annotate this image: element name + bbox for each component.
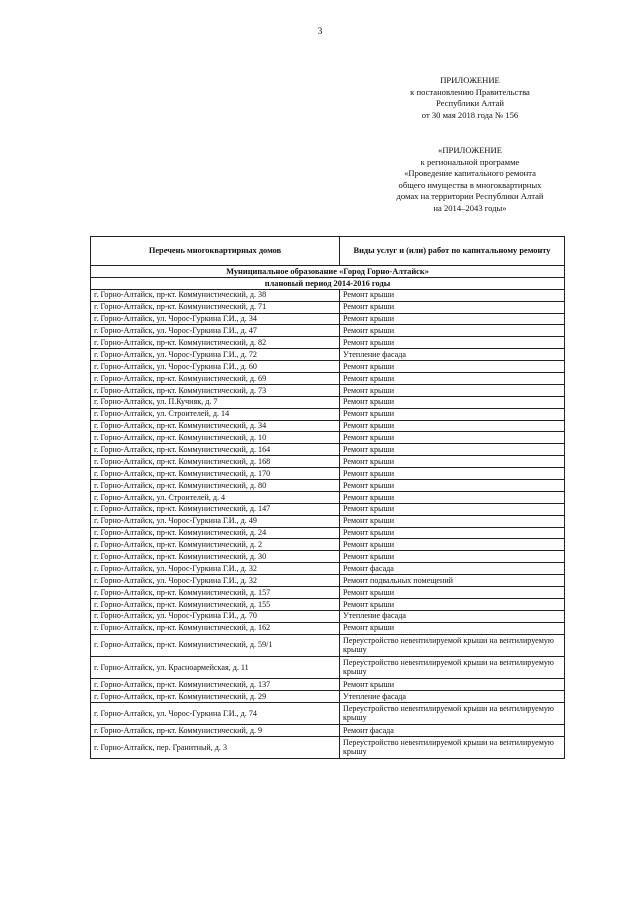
table-row bbox=[91, 587, 565, 599]
address-cell: г. Горно-Алтайск, ул. Чорос-Гуркина Г.И., д. 34 bbox=[91, 313, 340, 325]
address-cell: г. Горно-Алтайск, пер. Гранитный, д. 3 bbox=[91, 736, 340, 758]
table-row bbox=[91, 736, 565, 758]
annex-line: на 2014–2043 годы» bbox=[433, 202, 507, 213]
table-row bbox=[91, 349, 565, 361]
work-cell: Ремонт крыши bbox=[340, 622, 565, 634]
address-cell: г. Горно-Алтайск, пр-кт. Коммунистический, д. 80 bbox=[91, 480, 340, 492]
work-cell: Ремонт крыши bbox=[340, 384, 565, 396]
table-row bbox=[91, 325, 565, 337]
annex-line: домах на территории Республики Алтай bbox=[396, 191, 544, 202]
table-row bbox=[91, 313, 565, 325]
page-number: 3 bbox=[317, 27, 323, 37]
table-row bbox=[91, 480, 565, 492]
address-cell: г. Горно-Алтайск, пр-кт. Коммунистический, д. 73 bbox=[91, 384, 340, 396]
address-cell: г. Горно-Алтайск, ул. Чорос-Гуркина Г.И., д. 70 bbox=[91, 610, 340, 622]
table-row bbox=[91, 690, 565, 702]
work-cell: Ремонт крыши bbox=[340, 456, 565, 468]
table-row bbox=[91, 444, 565, 456]
table-row bbox=[91, 575, 565, 587]
work-cell: Ремонт крыши bbox=[340, 587, 565, 599]
work-cell: Ремонт крыши bbox=[340, 325, 565, 337]
address-cell: г. Горно-Алтайск, пр-кт. Коммунистический, д. 69 bbox=[91, 373, 340, 385]
table-row bbox=[91, 527, 565, 539]
work-cell: Переустройство невентилируемой крыши на вентилируемую крышу bbox=[340, 736, 565, 758]
work-cell: Утепление фасада bbox=[340, 690, 565, 702]
address-cell: г. Горно-Алтайск, пр-кт. Коммунистический, д. 157 bbox=[91, 587, 340, 599]
address-cell: г. Горно-Алтайск, ул. Чорос-Гуркина Г.И., д. 74 bbox=[91, 702, 340, 724]
address-cell: г. Горно-Алтайск, пр-кт. Коммунистический, д. 29 bbox=[91, 690, 340, 702]
housing-table bbox=[90, 236, 565, 759]
work-cell: Ремонт крыши bbox=[340, 491, 565, 503]
table-row bbox=[91, 408, 565, 420]
table-row bbox=[91, 678, 565, 690]
period-title: плановый период 2014-2016 годы bbox=[91, 277, 565, 289]
work-cell: Утепление фасада bbox=[340, 610, 565, 622]
table-row bbox=[91, 622, 565, 634]
address-cell: г. Горно-Алтайск, ул. Чорос-Гуркина Г.И., д. 72 bbox=[91, 349, 340, 361]
work-cell: Ремонт крыши bbox=[340, 678, 565, 690]
work-cell: Ремонт фасада bbox=[340, 724, 565, 736]
annex-line: «ПРИЛОЖЕНИЕ bbox=[438, 145, 502, 155]
work-cell: Ремонт крыши bbox=[340, 396, 565, 408]
municipality-title: Муниципальное образование «Город Горно-Алтайск» bbox=[91, 266, 565, 278]
address-cell: г. Горно-Алтайск, ул. Строителей, д. 14 bbox=[91, 408, 340, 420]
table-row bbox=[91, 432, 565, 444]
table-row bbox=[91, 384, 565, 396]
address-cell: г. Горно-Алтайск, ул. Чорос-Гуркина Г.И., д. 47 bbox=[91, 325, 340, 337]
table-row bbox=[91, 634, 565, 656]
address-cell: г. Горно-Алтайск, пр-кт. Коммунистический, д. 71 bbox=[91, 301, 340, 313]
address-cell: г. Горно-Алтайск, пр-кт. Коммунистический, д. 147 bbox=[91, 503, 340, 515]
table-row bbox=[91, 373, 565, 385]
table-row bbox=[91, 598, 565, 610]
work-cell: Ремонт крыши bbox=[340, 539, 565, 551]
work-cell: Ремонт крыши bbox=[340, 515, 565, 527]
work-cell: Ремонт крыши bbox=[340, 527, 565, 539]
work-cell: Переустройство невентилируемой крыши на вентилируемую крышу bbox=[340, 702, 565, 724]
work-cell: Ремонт крыши bbox=[340, 444, 565, 456]
period-row bbox=[91, 277, 565, 289]
table-row bbox=[91, 702, 565, 724]
table-row bbox=[91, 337, 565, 349]
work-cell: Ремонт крыши bbox=[340, 432, 565, 444]
work-cell: Ремонт крыши bbox=[340, 480, 565, 492]
work-cell: Ремонт крыши bbox=[340, 420, 565, 432]
table-row bbox=[91, 551, 565, 563]
address-cell: г. Горно-Алтайск, пр-кт. Коммунистический, д. 82 bbox=[91, 337, 340, 349]
address-cell: г. Горно-Алтайск, пр-кт. Коммунистический, д. 24 bbox=[91, 527, 340, 539]
work-cell: Ремонт подвальных помещений bbox=[340, 575, 565, 587]
address-cell: г. Горно-Алтайск, пр-кт. Коммунистический, д. 59/1 bbox=[91, 634, 340, 656]
address-cell: г. Горно-Алтайск, пр-кт. Коммунистический, д. 170 bbox=[91, 468, 340, 480]
table-row bbox=[91, 289, 565, 301]
address-cell: г. Горно-Алтайск, пр-кт. Коммунистический, д. 34 bbox=[91, 420, 340, 432]
address-cell: г. Горно-Алтайск, пр-кт. Коммунистический, д. 164 bbox=[91, 444, 340, 456]
table-row bbox=[91, 724, 565, 736]
address-cell: г. Горно-Алтайск, пр-кт. Коммунистический, д. 162 bbox=[91, 622, 340, 634]
work-cell: Ремонт крыши bbox=[340, 361, 565, 373]
work-cell: Переустройство невентилируемой крыши на вентилируемую крышу bbox=[340, 656, 565, 678]
annex-line: от 30 мая 2018 года № 156 bbox=[421, 109, 519, 120]
address-cell: г. Горно-Алтайск, пр-кт. Коммунистический, д. 168 bbox=[91, 456, 340, 468]
address-cell: г. Горно-Алтайск, ул. Красноармейская, д. 11 bbox=[91, 656, 340, 678]
table-row bbox=[91, 301, 565, 313]
municipality-row bbox=[91, 266, 565, 278]
table-row bbox=[91, 610, 565, 622]
address-cell: г. Горно-Алтайск, ул. Чорос-Гуркина Г.И., д. 60 bbox=[91, 361, 340, 373]
address-cell: г. Горно-Алтайск, ул. П.Кучияк, д. 7 bbox=[91, 396, 340, 408]
table-row bbox=[91, 468, 565, 480]
work-cell: Ремонт крыши bbox=[340, 468, 565, 480]
header-houses: Перечень многоквартирных домов bbox=[91, 237, 340, 266]
table-row bbox=[91, 503, 565, 515]
address-cell: г. Горно-Алтайск, пр-кт. Коммунистический, д. 2 bbox=[91, 539, 340, 551]
header-works: Виды услуг и (или) работ по капитальному ремонту bbox=[340, 237, 565, 266]
address-cell: г. Горно-Алтайск, пр-кт. Коммунистический, д. 30 bbox=[91, 551, 340, 563]
table-row bbox=[91, 456, 565, 468]
work-cell: Ремонт крыши bbox=[340, 301, 565, 313]
table-row bbox=[91, 515, 565, 527]
work-cell: Ремонт крыши bbox=[340, 503, 565, 515]
annex-line: к постановлению Правительства bbox=[410, 86, 530, 97]
table-row bbox=[91, 361, 565, 373]
work-cell: Ремонт крыши bbox=[340, 551, 565, 563]
work-cell: Ремонт крыши bbox=[340, 373, 565, 385]
table-row bbox=[91, 539, 565, 551]
annex-program bbox=[370, 145, 570, 215]
address-cell: г. Горно-Алтайск, пр-кт. Коммунистический, д. 137 bbox=[91, 678, 340, 690]
table-row bbox=[91, 491, 565, 503]
address-cell: г. Горно-Алтайск, пр-кт. Коммунистический, д. 38 bbox=[91, 289, 340, 301]
table-row bbox=[91, 420, 565, 432]
annex-line: к региональной программе bbox=[420, 156, 520, 167]
address-cell: г. Горно-Алтайск, ул. Чорос-Гуркина Г.И., д. 32 bbox=[91, 563, 340, 575]
annex-line: ПРИЛОЖЕНИЕ bbox=[440, 75, 500, 85]
work-cell: Утепление фасада bbox=[340, 349, 565, 361]
table-row bbox=[91, 396, 565, 408]
address-cell: г. Горно-Алтайск, пр-кт. Коммунистический, д. 10 bbox=[91, 432, 340, 444]
annex-line: «Проведение капитального ремонта bbox=[404, 168, 536, 179]
address-cell: г. Горно-Алтайск, пр-кт. Коммунистический, д. 9 bbox=[91, 724, 340, 736]
work-cell: Ремонт крыши bbox=[340, 289, 565, 301]
annex-line: Республики Алтай bbox=[435, 98, 505, 109]
work-cell: Переустройство невентилируемой крыши на вентилируемую крышу bbox=[340, 634, 565, 656]
work-cell: Ремонт крыши bbox=[340, 408, 565, 420]
address-cell: г. Горно-Алтайск, ул. Чорос-Гуркина Г.И., д. 49 bbox=[91, 515, 340, 527]
table-row bbox=[91, 656, 565, 678]
work-cell: Ремонт крыши bbox=[340, 337, 565, 349]
work-cell: Ремонт крыши bbox=[340, 598, 565, 610]
address-cell: г. Горно-Алтайск, ул. Чорос-Гуркина Г.И., д. 32 bbox=[91, 575, 340, 587]
work-cell: Ремонт крыши bbox=[340, 313, 565, 325]
table-header-row bbox=[91, 237, 565, 266]
work-cell: Ремонт фасада bbox=[340, 563, 565, 575]
address-cell: г. Горно-Алтайск, ул. Строителей, д. 4 bbox=[91, 491, 340, 503]
annex-government bbox=[370, 75, 570, 121]
table-row bbox=[91, 563, 565, 575]
annex-line: общего имущества в многоквартирных bbox=[398, 179, 542, 190]
address-cell: г. Горно-Алтайск, пр-кт. Коммунистический, д. 155 bbox=[91, 598, 340, 610]
